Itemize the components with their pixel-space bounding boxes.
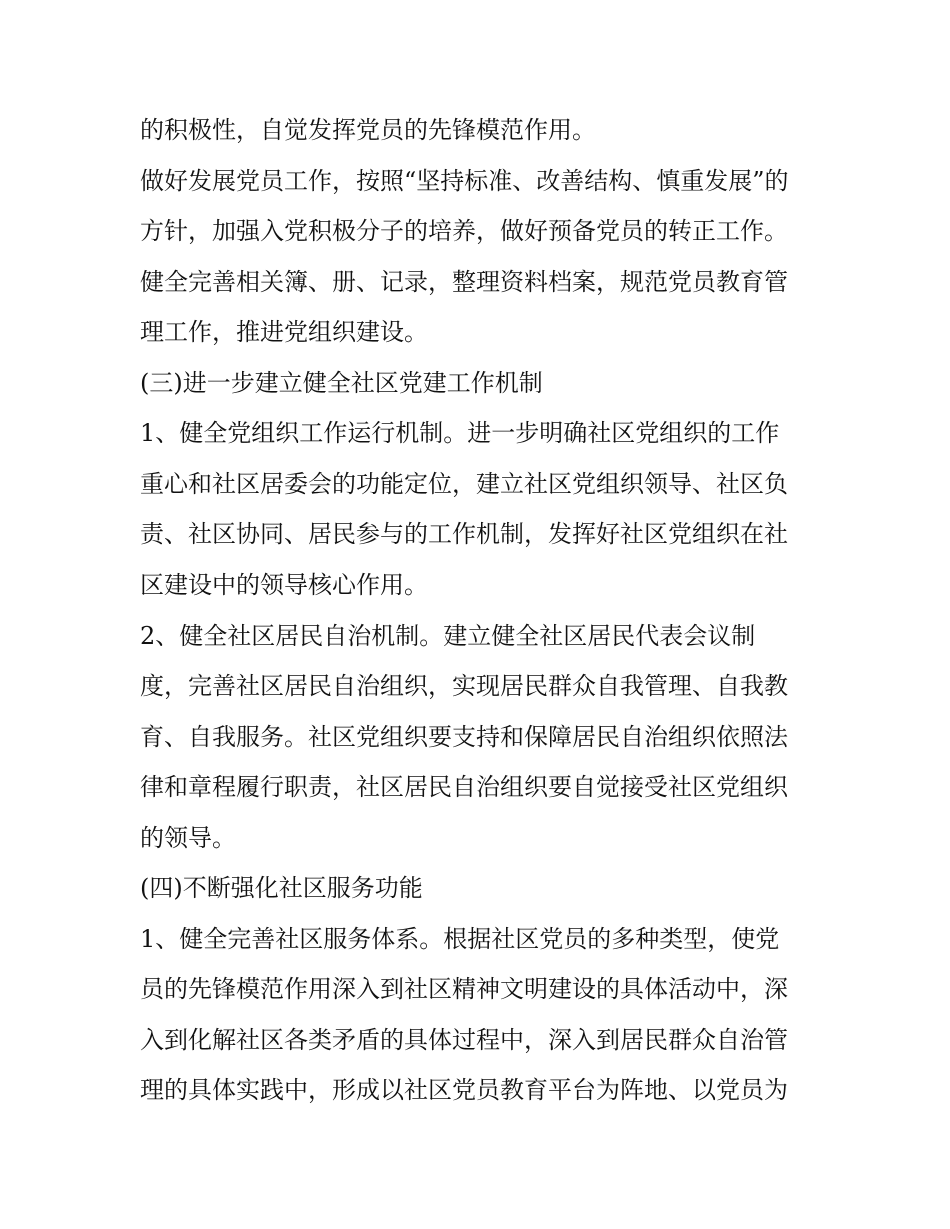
text-line: 入到化解社区各类矛盾的具体过程中，深入到居民群众自治管 [140,1026,788,1054]
text-line: 员的先锋模范作用深入到社区精神文明建设的具体活动中，深 [140,975,788,1003]
text-line: 理的具体实践中，形成以社区党员教育平台为阵地、以党员为 [140,1076,788,1104]
text-line: 区建设中的领导核心作用。 [140,571,428,599]
section-heading: (四)不断强化社区服务功能 [140,874,423,902]
text-line: 育、自我服务。社区党组织要支持和保障居民自治组织依照法 [140,723,788,751]
text-line: 方针，加强入党积极分子的培养，做好预备党员的转正工作。 [140,217,788,245]
text-line: 责、社区协同、居民参与的工作机制，发挥好社区党组织在社 [140,520,788,548]
text-line: 理工作，推进党组织建设。 [140,318,428,346]
text-line: 的积极性，自觉发挥党员的先锋模范作用。 [140,116,596,144]
section-heading: (三)进一步建立健全社区党建工作机制 [140,369,543,397]
text-line: 健全完善相关簿、册、记录，整理资料档案，规范党员教育管 [140,268,788,296]
text-line: 律和章程履行职责，社区居民自治组织要自觉接受社区党组织 [140,773,788,801]
text-line: 做好发展党员工作，按照“坚持标准、改善结构、慎重发展”的 [140,167,789,195]
text-line: 重心和社区居委会的功能定位，建立社区党组织领导、社区负 [140,470,788,498]
text-line: 度，完善社区居民自治组织，实现居民群众自我管理、自我教 [140,672,788,700]
text-line: 1、健全完善社区服务体系。根据社区党员的多种类型，使党 [140,925,780,953]
text-line: 2、健全社区居民自治机制。建立健全社区居民代表会议制 [140,622,756,650]
text-line: 1、健全党组织工作运行机制。进一步明确社区党组织的工作 [140,419,780,447]
text-line: 的领导。 [140,824,236,852]
